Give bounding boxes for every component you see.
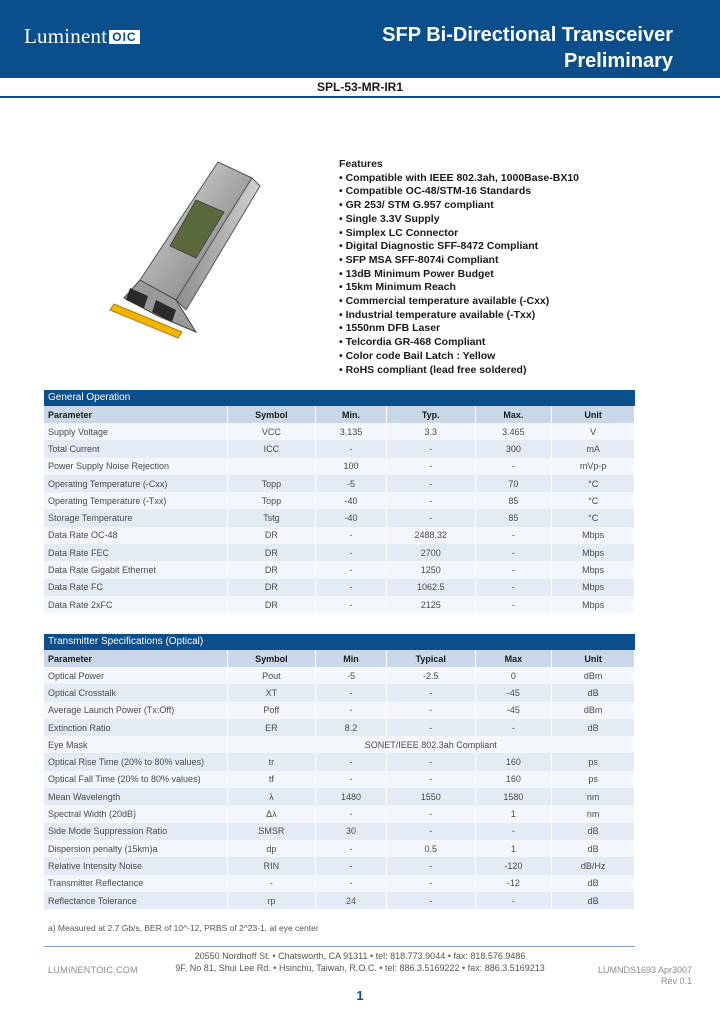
table-cell: -	[227, 875, 316, 892]
title-line-2: Preliminary	[564, 50, 673, 72]
table-cell: Relative Intensity Noise	[44, 857, 227, 874]
table-cell: °C	[552, 509, 635, 526]
table-cell: -	[386, 892, 475, 909]
table-row	[44, 840, 635, 857]
table-cell: 1550	[386, 788, 475, 805]
table-cell: Mean Wavelength	[44, 788, 227, 805]
table-cell: Eye Mask	[44, 736, 227, 753]
table-cell: -	[386, 719, 475, 736]
table-cell: -	[475, 544, 552, 561]
table-cell: -	[316, 561, 387, 578]
table-cell: dp	[227, 840, 316, 857]
table-cell: dBm	[552, 702, 635, 719]
table-cell: -	[475, 527, 552, 544]
general-operation-table	[44, 406, 635, 613]
table-row	[44, 527, 635, 544]
table-cell: VCC	[227, 423, 316, 440]
table-cell: 2700	[386, 544, 475, 561]
feature-item: • Telcordia GR-468 Compliant	[339, 336, 579, 350]
features-heading: Features	[339, 158, 383, 170]
column-header: Min.	[316, 406, 387, 423]
table-cell: 85	[475, 492, 552, 509]
table-cell: Mbps	[552, 596, 635, 613]
table-row	[44, 423, 635, 440]
table-cell: -	[316, 805, 387, 822]
table-cell: dB	[552, 840, 635, 857]
table-row	[44, 579, 635, 596]
table-row	[44, 702, 635, 719]
table-cell: Data Rate FC	[44, 579, 227, 596]
table-cell: -40	[316, 492, 387, 509]
table-cell: -	[316, 840, 387, 857]
table-cell: DR	[227, 579, 316, 596]
table-cell: -	[386, 823, 475, 840]
general-operation-section	[44, 390, 635, 613]
feature-item: • Color code Bail Latch : Yellow	[339, 350, 579, 364]
column-header: Symbol	[227, 406, 316, 423]
table-cell: -	[316, 771, 387, 788]
table-cell: Mbps	[552, 544, 635, 561]
table-cell: SMSR	[227, 823, 316, 840]
address-line-2: 9F, No 81, Shui Lee Rd. • Hsinchu, Taiwan, R.O.C. • tel: 886.3.5169222 • fax: 886.3.5169213	[175, 963, 545, 973]
logo-badge: OIC	[109, 30, 139, 44]
table-cell: -	[475, 719, 552, 736]
table-cell: Total Current	[44, 440, 227, 457]
table-cell: Topp	[227, 475, 316, 492]
table-cell: -40	[316, 509, 387, 526]
table-cell: -	[475, 892, 552, 909]
table-cell: 2488.32	[386, 527, 475, 544]
table-cell: Poff	[227, 702, 316, 719]
table-header-row	[44, 650, 635, 667]
table-cell: Optical Power	[44, 667, 227, 684]
table-cell: dB	[552, 892, 635, 909]
table-cell: 300	[475, 440, 552, 457]
footer-doc-info	[598, 965, 692, 987]
table-cell: dB/Hz	[552, 857, 635, 874]
table-row	[44, 667, 635, 684]
revision: Rev 0.1	[660, 976, 692, 986]
table-cell: DR	[227, 527, 316, 544]
table-cell: -	[386, 475, 475, 492]
table-row	[44, 875, 635, 892]
table-row	[44, 823, 635, 840]
table-cell: Operating Temperature (-Txx)	[44, 492, 227, 509]
feature-item: • 1550nm DFB Laser	[339, 322, 579, 336]
table-cell: 1	[475, 805, 552, 822]
column-header: Unit	[552, 650, 635, 667]
company-logo	[24, 24, 140, 49]
table-cell: -12	[475, 875, 552, 892]
column-header: Symbol	[227, 650, 316, 667]
table-cell: -	[316, 753, 387, 770]
table-cell: Extinction Ratio	[44, 719, 227, 736]
table-cell: Data Rate 2xFC	[44, 596, 227, 613]
table-cell: RIN	[227, 857, 316, 874]
table-cell: ICC	[227, 440, 316, 457]
table-row	[44, 475, 635, 492]
table-cell: Data Rate Gigabit Ethernet	[44, 561, 227, 578]
table-row	[44, 857, 635, 874]
table-cell: -	[386, 702, 475, 719]
table-cell: 85	[475, 509, 552, 526]
table-cell: XT	[227, 684, 316, 701]
table-cell: -	[386, 684, 475, 701]
table-row	[44, 771, 635, 788]
table-cell: -	[316, 684, 387, 701]
table-cell: 100	[316, 458, 387, 475]
transmitter-section	[44, 634, 635, 909]
table-cell: -	[475, 458, 552, 475]
table-cell: Optical Crosstalk	[44, 684, 227, 701]
table-cell: Tstg	[227, 509, 316, 526]
table-cell: -	[316, 527, 387, 544]
table-header-row	[44, 406, 635, 423]
table-cell: -	[386, 857, 475, 874]
document-title	[382, 22, 673, 74]
table-cell: -120	[475, 857, 552, 874]
table-cell: 70	[475, 475, 552, 492]
table-cell: -	[386, 492, 475, 509]
table-row	[44, 492, 635, 509]
table-cell: Mbps	[552, 561, 635, 578]
table-cell: Δλ	[227, 805, 316, 822]
table-cell: tr	[227, 753, 316, 770]
table-cell: 0	[475, 667, 552, 684]
table-cell: SONET/IEEE 802.3ah Compliant	[227, 736, 634, 753]
table-cell: 1250	[386, 561, 475, 578]
feature-item: • Simplex LC Connector	[339, 227, 579, 241]
table-cell: -	[386, 458, 475, 475]
doc-id: LUMNDS1693 Apr3007	[597, 965, 692, 975]
table-cell: 3.465	[475, 423, 552, 440]
measurement-note: a) Measured at 2.7 Gb/s, BER of 10^-12, PRBS of 2^23-1, at eye center	[48, 923, 319, 933]
table-cell: Data Rate OC-48	[44, 527, 227, 544]
table-cell: Pout	[227, 667, 316, 684]
table-cell: 3.135	[316, 423, 387, 440]
logo-text: Luminent	[24, 24, 108, 48]
table-cell: 1580	[475, 788, 552, 805]
page-number: 1	[356, 988, 364, 1003]
address-line-1: 20550 Nordhoff St. • Chatsworth, CA 91311 • tel: 818.773.9044 • fax: 818.576.9486	[194, 951, 526, 961]
table-cell	[227, 458, 316, 475]
table-cell: -	[316, 544, 387, 561]
table-cell: ER	[227, 719, 316, 736]
footer-website[interactable]: LUMINENTOIC.COM	[48, 965, 138, 975]
column-header: Typ.	[386, 406, 475, 423]
table-cell: nm	[552, 788, 635, 805]
table-row	[44, 719, 635, 736]
table-cell: -2.5	[386, 667, 475, 684]
column-header: Parameter	[44, 650, 227, 667]
column-header: Min	[316, 650, 387, 667]
table-cell: 1062.5	[386, 579, 475, 596]
table-cell: °C	[552, 492, 635, 509]
table-cell: -	[386, 875, 475, 892]
column-header: Parameter	[44, 406, 227, 423]
transmitter-table	[44, 650, 635, 909]
table-cell: dB	[552, 875, 635, 892]
table-row	[44, 596, 635, 613]
table-cell: dB	[552, 719, 635, 736]
feature-item: • Industrial temperature available (-Txx)	[339, 309, 579, 323]
table-cell: -	[316, 702, 387, 719]
table-cell: DR	[227, 596, 316, 613]
title-line-1: SFP Bi-Directional Transceiver	[382, 24, 673, 46]
table-cell: 1480	[316, 788, 387, 805]
table-cell: Optical Fall Time (20% to 80% values)	[44, 771, 227, 788]
table-cell: nm	[552, 805, 635, 822]
sfp-module-image	[100, 160, 300, 340]
table-cell: mA	[552, 440, 635, 457]
table-cell: -45	[475, 684, 552, 701]
feature-item: • Compatible OC-48/STM-16 Standards	[339, 185, 579, 199]
table-cell: -	[386, 440, 475, 457]
table-cell: Power Supply Noise Rejection	[44, 458, 227, 475]
feature-item: • Digital Diagnostic SFF-8472 Compliant	[339, 240, 579, 254]
table-cell: -45	[475, 702, 552, 719]
table-cell: -	[475, 596, 552, 613]
table-cell: dB	[552, 684, 635, 701]
table-cell: 160	[475, 753, 552, 770]
table-cell: -	[386, 753, 475, 770]
table-cell: 0.5	[386, 840, 475, 857]
table-row	[44, 544, 635, 561]
table-cell: dBm	[552, 667, 635, 684]
table-cell: Operating Temperature (-Cxx)	[44, 475, 227, 492]
table-cell: -	[475, 823, 552, 840]
table-cell: Data Rate FEC	[44, 544, 227, 561]
table-row	[44, 561, 635, 578]
table-cell: DR	[227, 544, 316, 561]
table-row	[44, 753, 635, 770]
table-cell: 30	[316, 823, 387, 840]
table-cell: dB	[552, 823, 635, 840]
table-cell: rp	[227, 892, 316, 909]
column-header: Typical	[386, 650, 475, 667]
feature-item: • 15km Minimum Reach	[339, 281, 579, 295]
table-cell: -	[475, 561, 552, 578]
table-cell: 3.3	[386, 423, 475, 440]
table-cell: 24	[316, 892, 387, 909]
table-cell: ps	[552, 753, 635, 770]
table-row	[44, 458, 635, 475]
table-cell: -	[316, 440, 387, 457]
table-cell: -	[316, 596, 387, 613]
table-cell: Spectral Width (20dB)	[44, 805, 227, 822]
table-cell: λ	[227, 788, 316, 805]
transmitter-title: Transmitter Specifications (Optical)	[44, 634, 635, 650]
table-cell: -	[386, 509, 475, 526]
table-cell: Transmitter Reflectance	[44, 875, 227, 892]
table-row	[44, 440, 635, 457]
table-row	[44, 805, 635, 822]
table-cell: Dispersion penalty (15km)a	[44, 840, 227, 857]
table-cell: Reflectance Tolerance	[44, 892, 227, 909]
header-banner	[0, 0, 720, 78]
table-cell: -	[386, 805, 475, 822]
table-cell: -5	[316, 667, 387, 684]
table-cell: 2125	[386, 596, 475, 613]
table-cell: -	[386, 771, 475, 788]
feature-item: • Compatible with IEEE 802.3ah, 1000Base-BX10	[339, 172, 579, 186]
table-cell: -5	[316, 475, 387, 492]
table-cell: Optical Rise Time (20% to 80% values)	[44, 753, 227, 770]
table-cell: DR	[227, 561, 316, 578]
table-cell: Mbps	[552, 579, 635, 596]
table-row	[44, 684, 635, 701]
table-cell: -	[316, 875, 387, 892]
table-cell: °C	[552, 475, 635, 492]
table-cell: Storage Temperature	[44, 509, 227, 526]
table-cell: mVp-p	[552, 458, 635, 475]
column-header: Max.	[475, 406, 552, 423]
table-cell: -	[316, 857, 387, 874]
feature-item: • GR 253/ STM G.957 compliant	[339, 199, 579, 213]
table-cell: tf	[227, 771, 316, 788]
table-cell: Topp	[227, 492, 316, 509]
table-row	[44, 509, 635, 526]
footer-divider	[44, 946, 635, 947]
feature-item: • Single 3.3V Supply	[339, 213, 579, 227]
table-cell: -	[316, 579, 387, 596]
feature-item: • RoHS compliant (lead free soldered)	[339, 364, 579, 378]
table-cell: Average Launch Power (Tx:Off)	[44, 702, 227, 719]
feature-item: • Commercial temperature available (-Cxx)	[339, 295, 579, 309]
table-cell: Mbps	[552, 527, 635, 544]
table-cell: V	[552, 423, 635, 440]
table-cell: Supply Voltage	[44, 423, 227, 440]
column-header: Max	[475, 650, 552, 667]
table-cell: -	[475, 579, 552, 596]
table-cell: 1	[475, 840, 552, 857]
table-cell: ps	[552, 771, 635, 788]
table-cell: 160	[475, 771, 552, 788]
feature-item: • SFP MSA SFF-8074i Compliant	[339, 254, 579, 268]
table-cell: 8.2	[316, 719, 387, 736]
feature-item: • 13dB Minimum Power Budget	[339, 268, 579, 282]
features-list	[339, 158, 579, 377]
part-number: SPL-53-MR-IR1	[0, 78, 720, 98]
table-row	[44, 788, 635, 805]
column-header: Unit	[552, 406, 635, 423]
general-operation-title: General Operation	[44, 390, 635, 406]
table-cell: Side Mode Suppression Ratio	[44, 823, 227, 840]
footer-address	[170, 950, 550, 974]
table-row	[44, 892, 635, 909]
table-row	[44, 736, 635, 753]
